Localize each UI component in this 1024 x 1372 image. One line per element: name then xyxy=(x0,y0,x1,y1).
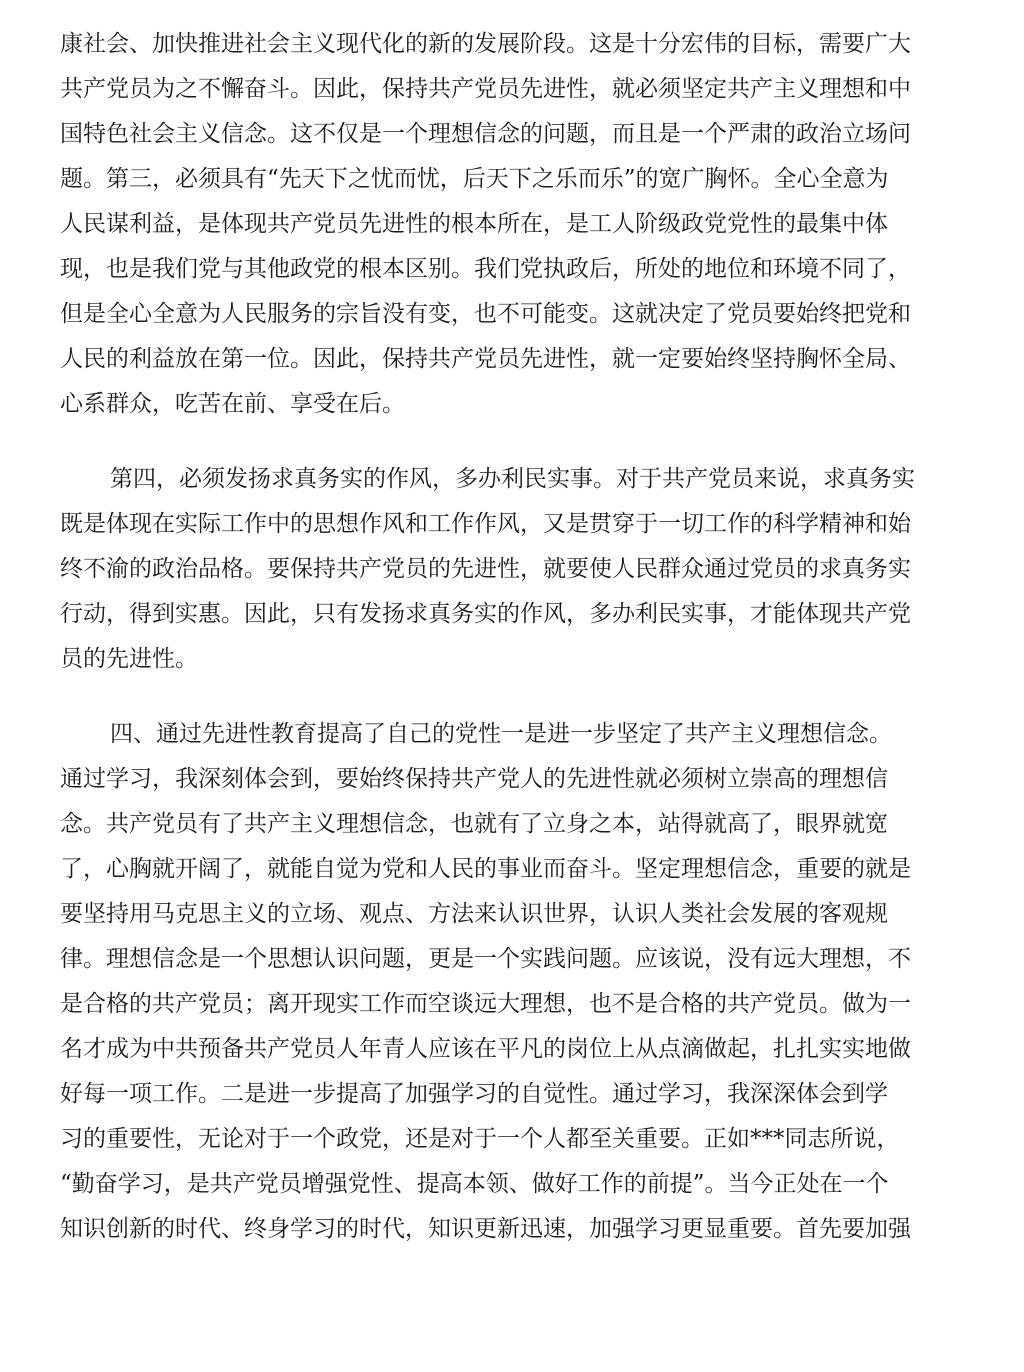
text-line: 通过学习，我深刻体会到，要始终保持共产党人的先进性就必须树立崇高的理想信 xyxy=(60,766,888,792)
text-line: 名才成为中共预备共产党员人年青人应该在平凡的岗位上从点滴做起，扎扎实实地做 xyxy=(60,1036,911,1062)
text-line: 行动，得到实惠。因此，只有发扬求真务实的作风，多办利民实事，才能体现共产党 xyxy=(60,601,911,627)
text-line: 人民的利益放在第一位。因此，保持共产党员先进性，就一定要始终坚持胸怀全局、 xyxy=(60,346,911,372)
text-line: 现，也是我们党与其他政党的根本区别。我们党执政后，所处的地位和环境不同了， xyxy=(60,256,911,282)
paragraph-first-line: 第四，必须发扬求真务实的作风，多办利民实事。对于共产党员来说，求真务实 xyxy=(110,466,915,492)
text-line: 知识创新的时代、终身学习的时代，知识更新迅速，加强学习更显重要。首先要加强 xyxy=(60,1216,911,1242)
text-line: 员的先进性。 xyxy=(60,646,198,672)
text-line: 是合格的共产党员；离开现实工作而空谈远大理想，也不是合格的共产党员。做为一 xyxy=(60,991,911,1017)
text-line: 念。共产党员有了共产主义理想信念，也就有了立身之本，站得就高了，眼界就宽 xyxy=(60,811,888,837)
text-line: 康社会、加快推进社会主义现代化的新的发展阶段。这是十分宏伟的目标，需要广大 xyxy=(60,31,911,57)
paragraph-first-line: 四、通过先进性教育提高了自己的党性一是进一步坚定了共产主义理想信念。 xyxy=(110,721,892,747)
text-line: 人民谋利益，是体现共产党员先进性的根本所在，是工人阶级政党党性的最集中体 xyxy=(60,211,888,237)
text-line: 但是全心全意为人民服务的宗旨没有变，也不可能变。这就决定了党员要始终把党和 xyxy=(60,301,911,327)
text-line: “勤奋学习，是共产党员增强党性、提高本领、做好工作的前提”。当今正处在一个 xyxy=(60,1171,889,1197)
text-line: 习的重要性，无论对于一个政党，还是对于一个人都至关重要。正如***同志所说， xyxy=(60,1126,900,1152)
text-line: 共产党员为之不懈奋斗。因此，保持共产党员先进性，就必须坚定共产主义理想和中 xyxy=(60,76,911,102)
text-line: 律。理想信念是一个思想认识问题，更是一个实践问题。应该说，没有远大理想，不 xyxy=(60,946,911,972)
text-line: 国特色社会主义信念。这不仅是一个理想信念的问题，而且是一个严肃的政治立场问 xyxy=(60,121,911,147)
text-line: 要坚持用马克思主义的立场、观点、方法来认识世界，认识人类社会发展的客观规 xyxy=(60,901,888,927)
text-line: 既是体现在实际工作中的思想作风和工作作风，又是贯穿于一切工作的科学精神和始 xyxy=(60,511,911,537)
text-line: 终不渝的政治品格。要保持共产党员的先进性，就要使人民群众通过党员的求真务实 xyxy=(60,556,911,582)
text-line: 了，心胸就开阔了，就能自觉为党和人民的事业而奋斗。坚定理想信念，重要的就是 xyxy=(60,856,911,882)
text-line: 题。第三，必须具有“先天下之忧而忧，后天下之乐而乐”的宽广胸怀。全心全意为 xyxy=(60,166,889,192)
text-line: 好每一项工作。二是进一步提高了加强学习的自觉性。通过学习，我深深体会到学 xyxy=(60,1081,888,1107)
text-line: 心系群众，吃苦在前、享受在后。 xyxy=(60,391,405,417)
